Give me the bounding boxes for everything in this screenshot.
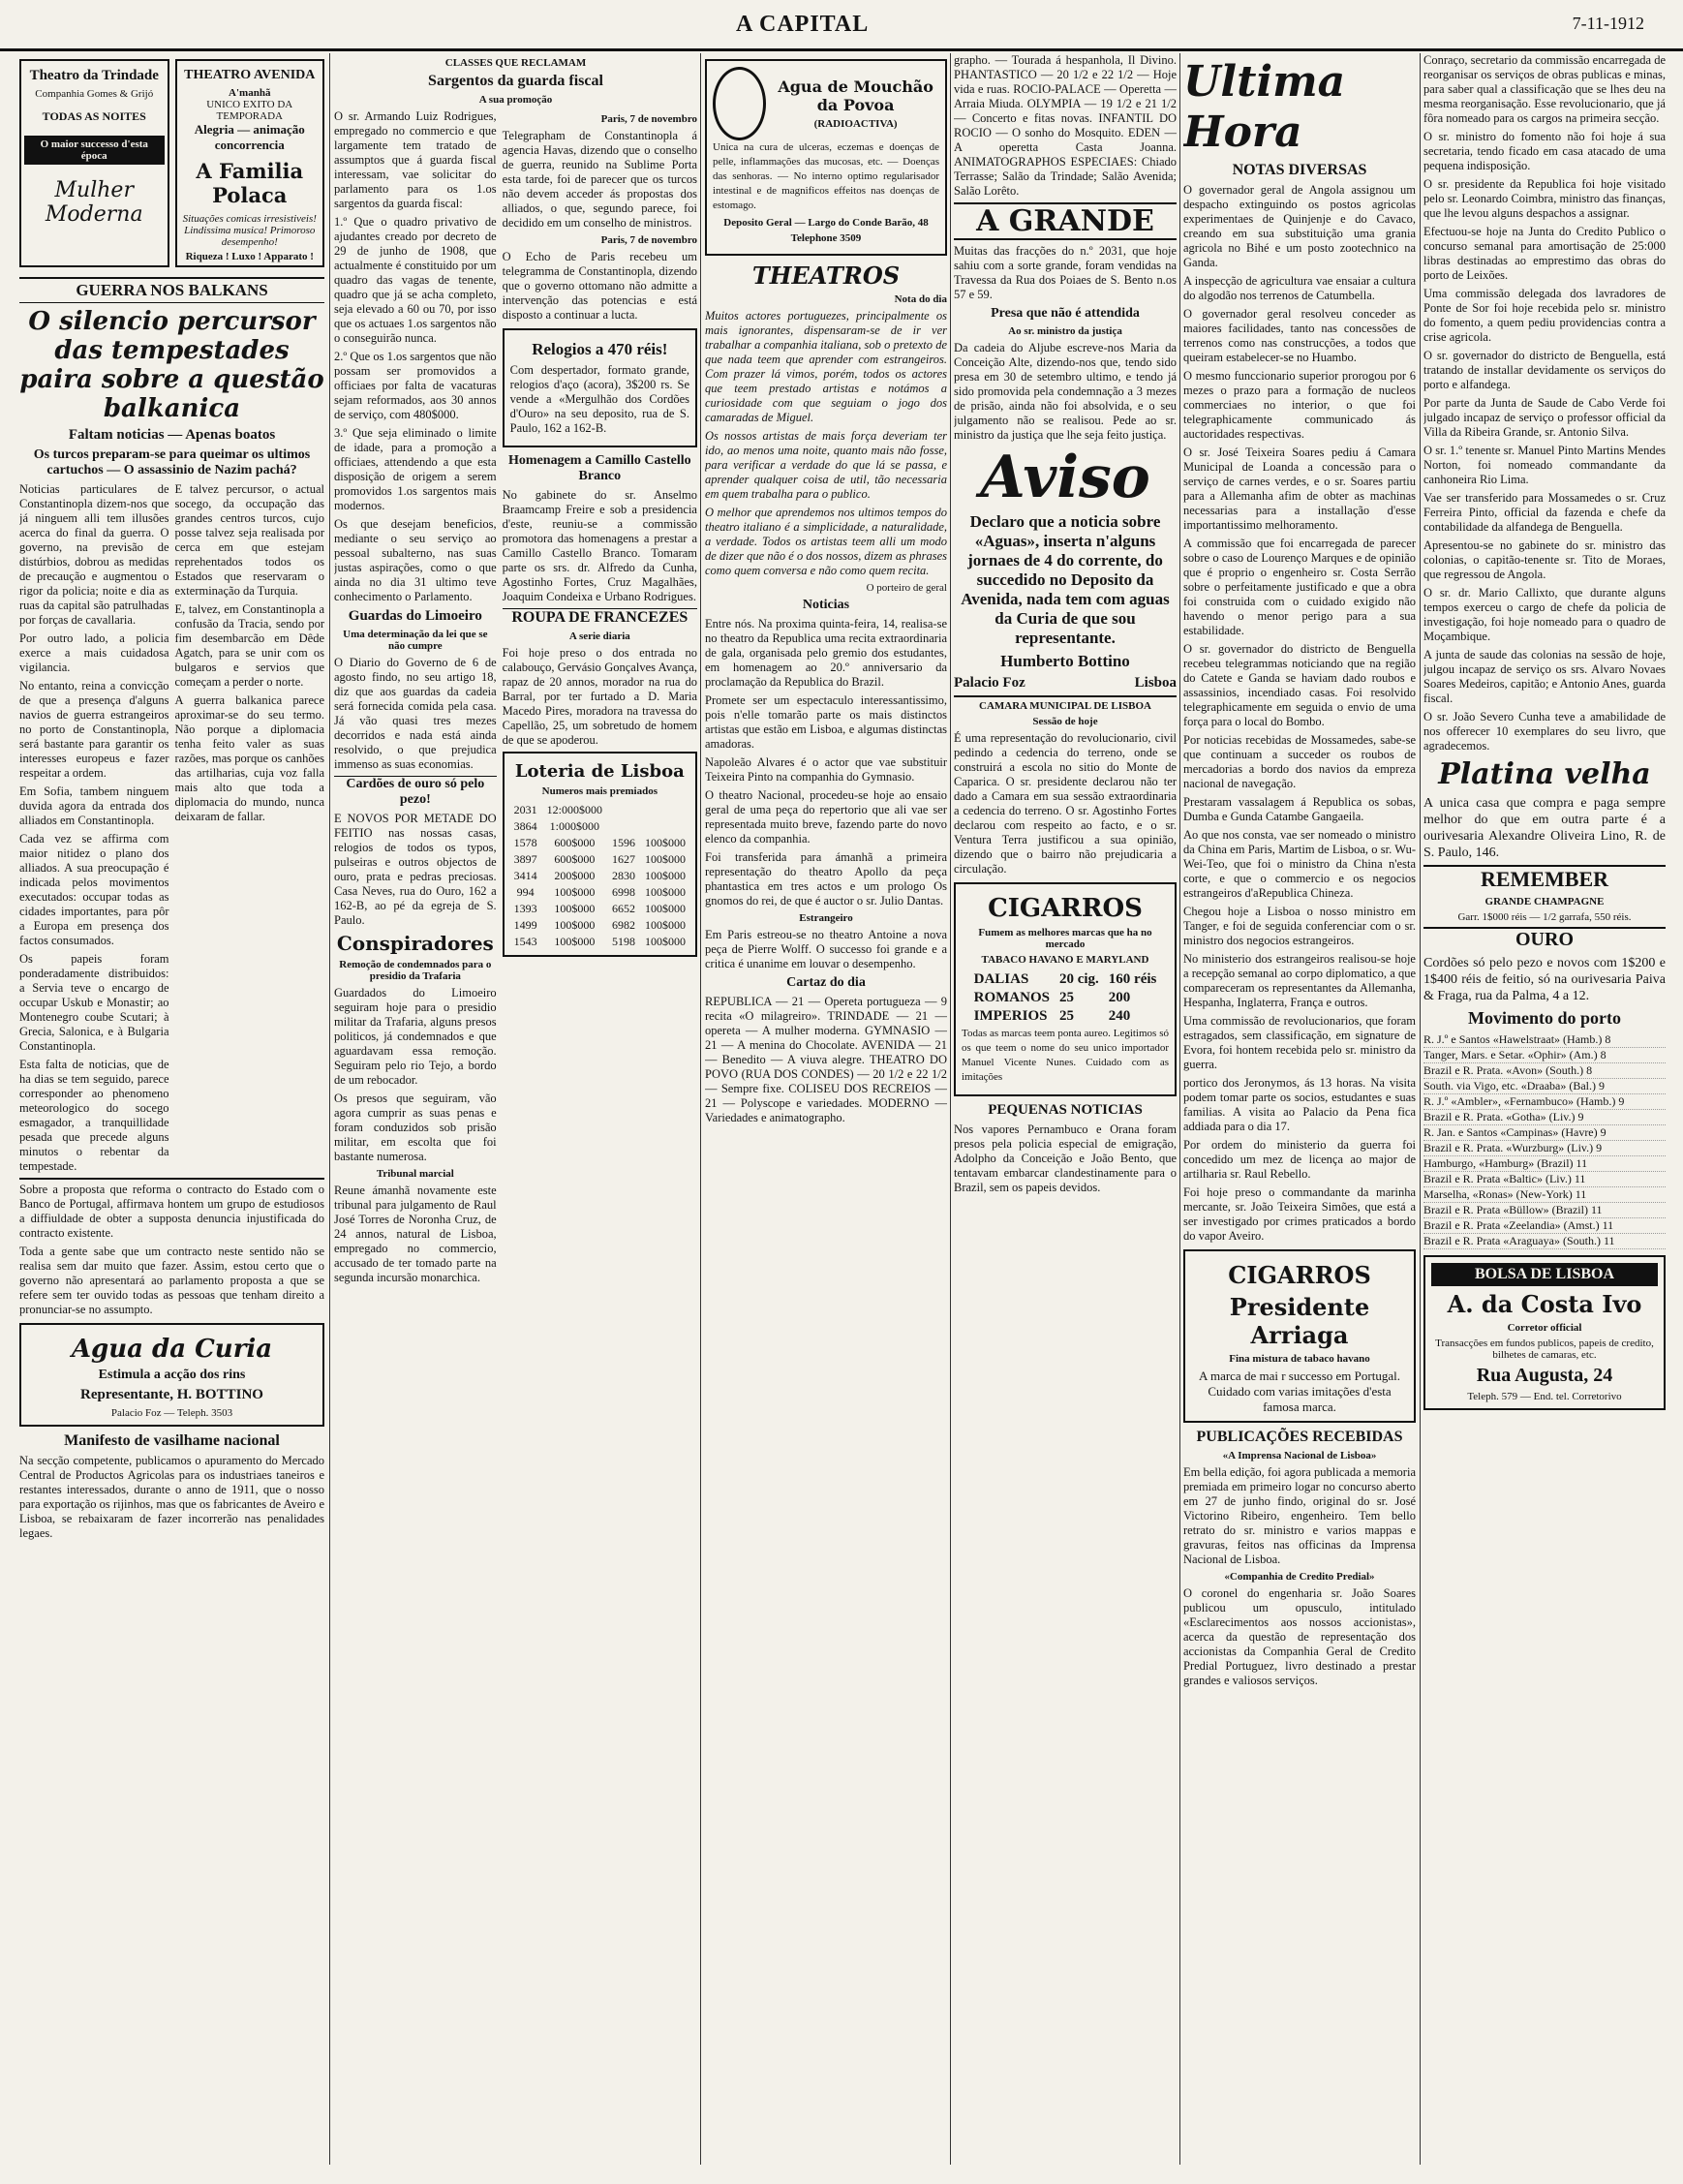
relogios-title: Relogios a 470 réis! [532,340,668,358]
grande-paragraph: Muitas das fracções do n.º 2031, que hoje sahiu com a sorte grande, foram vendidas na Travessa da Rua dos Poiaes de S. Bento n.os 57 e 59. [954,244,1177,301]
loteria-cell: 6652 [612,902,635,915]
avenida-title: THEATRO AVENIDA [184,68,316,82]
cigarros-cell: IMPERIOS [973,1008,1048,1024]
sargentos-paragraph: 2.º Que os 1.os sargentos que não possam ser promovidos a officiaes por falta de vacaturas sejam reformados, aos 30 annos de serviço, com 480$000. [334,350,497,421]
aviso-text: Declaro que a noticia sobre «Aguas», inserta n'alguns jornaes de 4 do corrente, do succedido no Deposito da Avenida, nada tem com aguas da Curia de que sou representante. [961,512,1170,647]
paris-paragraph: Telegrapham de Constantinopla á agencia Havas, dizendo que o conselho de guerra, reunido na Sublime Porta esta tarde, foi de parecer que os turcos não devem acceder ás propostas dos alliados, o que, segundo parece, foi decidido em um conselho de ministros. [502,129,697,230]
cigarros-cell: 160 réis [1108,971,1157,987]
pequenas-head: PEQUENAS NOTICIAS [988,1102,1143,1118]
presa-paragraph: Da cadeia do Aljube escreve-nos Maria da Conceição Alte, dizendo-nos que, tendo sido presa em 30 de setembro ultimo, e tendo já sido promovida pela condemnação a 3 mezes de prisão, ainda não foi absolvida, e o seu julgamento não se realisou. Pede ao sr. ministro da justiça que lhe seja feito justiça. [954,341,1177,442]
arriaga-sub: Fina mistura de tabaco havano [1229,1353,1370,1365]
cigarros-row [970,990,1161,1006]
loteria-cell: 200$000 [554,869,596,882]
cigarros-cell: 200 [1108,990,1131,1005]
cigarros-foot: Todas as marcas teem ponta aureo. Legitimos só os que teem o nome do seu unico importador Manuel Vicente Nunes. Cuidado com as imitações [962,1028,1169,1083]
conspiradores-paragraph: Os presos que seguiram, vão agora cumprir as suas penas e foram conduzidos sob prisão militar, em escolta que foi bastante numerosa. [334,1092,497,1163]
mouchao-desc: Unica na cura de ulceras, eczemas e doenças de pelle, inflammações das mucosas, etc. — Doenças das senhoras. — No interno optimo regularisador intestinal e de magnificos effeitos nas doenças de estomago. [713,141,939,211]
column-3 [705,53,947,2165]
loteria-cell: 2031 [513,803,537,816]
column-1 [19,53,324,2165]
avenida-play: A Familia Polaca [196,159,304,207]
bank-paragraph: Sobre a proposta que reforma o contracto do Estado com o Banco de Portugal, affirmava hontem um grupo de estudiosos a diffiuldade de obter a supposta denuncia injustificada do contracto existente. [19,1178,324,1241]
trindade-success: O maior successo d'esta época [24,136,165,165]
grande-title: A GRANDE [954,202,1177,240]
bolsa-phone: Teleph. 579 — End. tel. Corretorivo [1467,1391,1622,1402]
limoeiro-sub: Uma determinação da lei que se não cumpre [343,629,488,652]
loteria-cell: 1499 [513,918,537,932]
loteria-row [510,852,689,867]
loteria-cell: 1393 [513,902,537,915]
col6-paragraph: O sr. dr. Mario Callixto, que durante alguns tempos exerceu o cargo de chefe da policia de investigação, foi hoje nomeado para o quadro de Moçambique. [1423,586,1666,643]
nota-head: Nota do dia [894,293,947,305]
camara-paragraph: É uma representação do revolucionario, civil pedindo a cedencia do terreno, onde se construirá a escola no sitio do Monte de Caparica. O sr. presidente declarou não ter dado a Camara em sua sessão extraordinaria a cedencia do terreno. O sr. Agostinho Fortes declarou com respeito ao facto, e o sr. Ventura Terra justificou a sua opinião, dizendo que o bairro não prejudicaria a circulação. [954,731,1177,876]
masthead [0,0,1683,51]
roupa-title: ROUPA DE FRANCEZES [503,608,697,627]
aviso-footer [954,675,1177,692]
issue-date: 7-11-1912 [1572,14,1644,33]
war-section-head: GUERRA NOS BALKANS [19,277,324,303]
porto-list-item: Marselha, «Ronas» (New-York) 11 [1423,1187,1666,1203]
credito-head: «Companhia de Credito Predial» [1224,1571,1375,1583]
notas-paragraph: O governador geral de Angola assignou um despacho extinguindo os postos agricolas experimentaes de Quinjenje e do Cavaco, creando em sua substituição uma grania agricola no Bihé e um posto zootechnico na Ganda. [1183,183,1416,269]
ouro-title: OURO [1423,927,1666,951]
avenida-ad [175,59,325,267]
publicacoes-sub: «A Imprensa Nacional de Lisboa» [1222,1450,1377,1461]
war-question: Os turcos preparam-se para queimar os ultimos cartuchos — O assassinio de Nazim pachá? [33,447,311,477]
war-paragraph: E, talvez, em Constantinopla a confusão da Tracia, sendo por fim desembarcão em Dêde Agatch, para se unir com os bulgaros e servios que começam a perder o norte. [174,602,324,689]
col6-paragraph: Conraço, secretario da commissão encarregada de reorganisar os serviços de obras publicas e minas, para saber qual a classificação que se lhes deu na mesma reorganisação. Esse revolucionario, que já fôra nomeado para os cargos na primeira secção. [1423,53,1666,125]
cigarros-brand: TABACO HAVANO E MARYLAND [981,954,1149,966]
war-paragraph: E talvez percursor, o actual socego, da occupação das grandes centros turcos, cujo posse talvez seja realisada por cerca em que estejam reprehentados todos os Estados que reservaram o exterminação da Turquia. [174,482,324,598]
war-paragraph: Os papeis foram ponderadamente distribuidos: a Servia teve o encargo de occupar Uskub e Monastir; ao Montenegro coube Scutari; à Grecia, Salonica, e à Bulgaria Constantinopla. [19,952,169,1053]
war-paragraph: A guerra balkanica parece aproximar-se do seu termo. Não porque a diplomacia tenha feito valer as suas razões, mas porque os canhões das artilharias, cuja voz falla mais alto que toda a diplomacia do mundo, nunca deixaram de fallar. [174,693,324,823]
sargentos-paragraph: O sr. Armando Luiz Rodrigues, empregado no commercio e que largamente tem tratado de assumptos que á guarda fiscal interessam, vae solicitar do parlamento para os 1.os sargentos da guarda fiscal: [334,109,497,210]
loteria-cell: 5198 [612,935,635,948]
notas-paragraph: Por noticias recebidas de Mossamedes, sabe-se que continuam a succeder os roubos de mercadorias a bordo dos navios da empreza nacional de navegação. [1183,733,1416,790]
loteria-cell: 100$000 [645,918,686,932]
avenida-tag: Alegria — animação concorrencia [194,122,305,152]
loteria-cell [641,819,689,834]
cartaz-head: Cartaz do dia [786,975,866,990]
estrangeiro-head: Estrangeiro [799,912,853,924]
loteria-cell [641,803,689,817]
war-paragraph: Esta falta de noticias, que de ha dias se tem seguido, parece corresponder ao phenomeno meteorologico do socego esmagador, a tranquillidade pesada que precede alguns minutos o rebentar da tempestade. [19,1058,169,1173]
loteria-cell: 12:000$000 [546,803,602,816]
curia-ad [19,1323,324,1427]
cigarros-row [970,971,1161,988]
loteria-cell: 3414 [513,869,537,882]
programa-paragraph: grapho. — Tourada á hespanhola, Il Divino. PHANTASTICO — 20 1/2 e 22 1/2 — Hoje vida e ruas. ROCIO-PALACE — Operetta — Arraia Miuda. OLYMPIA — 19 1/2 e 21 1/2 — Concerto e fitas novas. INFANTIL DO ROCIO — O sonho do Mosquito. EDEN — A operetta Casta Joanna. ANIMATOGRAPHOS ESPECIAES: Chiado Terrasse; Salão da Trindade; Salão Avenida; Salão Lorêto. [954,53,1177,198]
sargentos-sub: A sua promoção [478,94,553,106]
tribunal-paragraph: Reune ámanhã novamente este tribunal para julgamento de Raul José Torres de Noronha Cruz, de 24 annos, natural de Lisboa, empregado no commercio, accusado de ter tomado parte na segunda incursão monarchica. [334,1184,497,1284]
platina-title: Platina velha [1438,757,1651,791]
noticias-paragraph: Napoleão Alvares é o actor que vae substituir Teixeira Pinto na companhia do Gymnasio. [705,755,947,784]
mouchao-sub: (RADIOACTIVA) [813,118,898,130]
loteria-cell: 1:000$000 [549,819,599,833]
platina-text: A unica casa que compra e paga sempre melhor do que em outra parte é a ourivesaria Alexandre Oliveira Lino, R. de S. Paulo, 146. [1423,796,1666,860]
column-rule [1420,53,1421,2165]
loteria-cell: 100$000 [645,902,686,915]
aviso-place: Palacio Foz [954,675,1025,691]
war-paragraph: Por outro lado, a policia exerce a mais cuidadosa vigilancia. [19,631,169,674]
column-rule [700,53,701,2165]
cigarros-cell: 25 [1058,1008,1074,1024]
loteria-row [510,902,689,916]
porto-head: Movimento do porto [1468,1008,1621,1028]
war-paragraph: Noticias particulares de Constantinopla dizem-nos que já ninguem alli tem illusões acerca do final da guerra. O governo, na previsão de distúrbios, dobrou as medidas de precaução e augmentou o rigor da policia; noite e dia as ruas da capital são patrulhadas por forças de cavallaria. [19,482,169,627]
col6-paragraph: O sr. ministro do fomento não foi hoje á sua secretaria, tendo ficado em casa atacado de uma pequena indisposição. [1423,130,1666,172]
pequenas-paragraph: Nos vapores Pernambuco e Orana foram presos pela policia especial de emigração, Adolpho da Conceição e João Bento, que tentavam embarcar clandestinamente para o Brazil, sem os papeis devidos. [954,1123,1177,1194]
arriaga-brand: Presidente Arriaga [1229,1293,1370,1349]
estrangeiro-paragraph: Em Paris estreou-se no theatro Antoine a nova peça de Pierre Wolff. O successo foi grande e a critica é unanime em louvar o desempenho. [705,928,947,970]
col2-split [334,109,697,1289]
notas-paragraph: A commissão que foi encarregada de parecer sobre o caso de Lourenço Marques e de opinião que é proprio o engenheiro sr. Costa Serrão sobre o perfeitamente justificado e que a obra foi construida com o cuidado exigido não havendo o menor perigo para a sua estabilidade. [1183,537,1416,637]
remember-price: Garr. 1$000 réis — 1/2 garrafa, 550 réis. [1457,911,1632,923]
ouro-text: Cordões só pelo pezo e novos com 1$200 e 1$400 réis de feitio, só na ourivesaria Paiva & Fraga, rua da Palma, 4 a 12. [1423,956,1666,1003]
loteria-cell: 600$000 [554,836,596,849]
presa-head: Presa que não é attendida [991,306,1140,321]
col6-paragraph: O sr. presidente da Republica foi hoje visitado pelo sr. Leonardo Coimbra, ministro das finanças, que lhe levou alguns despachos a assignar. [1423,177,1666,220]
notas-paragraph: Por ordem do ministerio da guerra foi concedido um mez de licença ao major de artilharia sr. Raul Rebello. [1183,1138,1416,1181]
porto-list-item: Brazil e R. Prata «Araguaya» (South.) 11 [1423,1234,1666,1249]
remember-title: REMEMBER [1423,865,1666,892]
loteria-row [510,836,689,850]
bolsa-role: Corretor official [1507,1322,1582,1334]
war-subcol-right [175,482,325,1178]
cigarros-row [970,1008,1161,1025]
trindade-when: TODAS AS NOITES [42,109,146,123]
porto-list-item: Brazil e R. Prata. «Gotha» (Liv.) 9 [1423,1110,1666,1125]
col6-paragraph: O sr. 1.º tenente sr. Manuel Pinto Martins Mendes Norton, foi nomeado commandante da canhoneira Rio Lima. [1423,444,1666,486]
trindade-play: Mulher Moderna [45,178,143,227]
cigarros-table [968,969,1163,1027]
loteria-cell: 100$000 [554,935,596,948]
camara-head: CAMARA MUNICIPAL DE LISBOA [954,695,1177,712]
sargentos-title: Sargentos da guarda fiscal [428,73,603,89]
paris-dateline: Paris, 7 de novembro [600,234,697,246]
column-2 [334,53,697,2165]
notas-paragraph: No ministerio dos estrangeiros realisou-se hoje a recepção semanal ao corpo diplomatico, a que compareceram os representantes da Allemanha, Hespanha, Inglaterra, França e outros. [1183,952,1416,1009]
loteria-cell [608,819,639,834]
tribunal-head: Tribunal marcial [376,1168,454,1180]
nota-signature: O porteiro de geral [866,582,947,594]
cardoes-paragraph: E NOVOS POR METADE DO FEITIO nas nossas casas, relogios de todos os typos, pulseiras e outros objectos de ouro, prata e pedras preciosas. Casa Neves, rua do Ouro, 162 a 162-B, ao pé da egreja de S. Paulo. [334,812,497,927]
aviso-city: Lisboa [1134,675,1177,691]
notas-paragraph: Uma commissão de revolucionarios, que foram estragados, sem classificação, em signature de Evora, foi hontem recebida pelo sr. ministro da guerra. [1183,1014,1416,1071]
arriaga-text: A marca de mai r successo em Portugal. Cuidado com varias imitações d'esta famosa marca. [1199,1369,1400,1414]
loteria-cell: 100$000 [645,869,686,882]
war-subcol-left [19,482,169,1178]
column-5 [1183,53,1416,2165]
notas-head: NOTAS DIVERSAS [1232,162,1367,178]
notas-paragraph: O governador geral resolveu conceder as maiores facilidades, tanto nas concessões de terrenos como nas construcções, a todos que queiram estabelecer-se no Huambo. [1183,307,1416,364]
homenagem-paragraph: No gabinete do sr. Anselmo Braamcamp Freire e sob a presidencia d'este, reuniu-se a commissão promotora das homenagens a prestar a Camillo Castello Branco. Tomaram parte os srs. dr. Alfredo da Cunha, Agostinho Fortes, Cruz Magalhães, Joaquim Condeixa e Urbano Rodrigues. [502,488,697,603]
col6-paragraph: Apresentou-se no gabinete do sr. ministro das colonias, o capitão-tenente sr. Tito de Moraes, que regressou de Angola. [1423,538,1666,581]
mouchao-ad [705,59,947,256]
col2-subcol-left [334,109,497,1289]
mouchao-title: Agua de Mouchão da Povoa [778,77,933,114]
loteria-cell: 100$000 [554,885,596,899]
mouchao-titles [772,74,939,134]
curia-title: Agua da Curia [71,1335,273,1364]
conspiradores-paragraph: Guardados do Limoeiro seguiram hoje para o presidio militar da Trafaria, alguns presos politicos, já condemnados e que aguardavam essa remoção. Seguiram pelo rio Tejo, a bordo de um rebocador. [334,986,497,1087]
column-rule [1179,53,1180,2165]
bolsa-name: A. da Costa Ivo [1447,1290,1642,1318]
relogios-ad [503,328,697,447]
war-subhead: Faltam noticias — Apenas boatos [68,427,276,443]
loteria-cell: 3897 [513,852,537,866]
war-columns [19,482,324,1178]
porto-list [1423,1032,1666,1249]
presa-sub: Ao sr. ministro da justiça [1008,325,1122,337]
mouchao-deposit: Deposito Geral — Largo do Conde Barão, 48 [723,217,929,229]
noticias-paragraph: Foi transferida para ámanhã a primeira representação do theatro Apollo da peça phantastica em tres actos e um prologo Os gnomos do rei, de que é auctor o sr. Julio Dantas. [705,850,947,907]
porto-list-item: Brazil e R. Prata. «Avon» (South.) 8 [1423,1063,1666,1079]
col2-subcol-right [503,109,697,1289]
porto-list-item: Hamburgo, «Hamburg» (Brazil) 11 [1423,1156,1666,1172]
noticias-paragraph: O theatro Nacional, procedeu-se hoje ao ensaio geral de uma peça do repertorio que ali vae ser representada muito breve, fazendo parte do novo elenco da companhia. [705,788,947,846]
loteria-cell: 1578 [513,836,537,849]
loteria-cell: 600$000 [554,852,596,866]
theatros-title: THEATROS [751,261,901,290]
arriaga-cigarros: CIGARROS [1228,1261,1371,1289]
col6-paragraph: O sr. João Severo Cunha teve a amabilidade de nos offerecer 10 exemplares do seu livro, que agradecemos. [1423,710,1666,753]
cigarros-cell: 25 [1058,990,1074,1005]
avenida-desc: Situações comicas irresistiveis! Lindissima musica! Primoroso desempenho! [182,213,317,248]
war-paragraph: Em Sofia, tambem ninguem duvida agora da entrada dos alliados em Constantinopla. [19,784,169,827]
notas-paragraph: Ao que nos consta, vae ser nomeado o ministro da China em Paris, Martim de Lisboa, o sr. Wu-Wei-Teo, que foi o ministro da China n'esta corte, e que o commercio e os negocios estrangeiros d'aRepublica Chineza. [1183,828,1416,900]
col6-paragraph: O sr. governador do districto de Benguella, está tratando de installar devidamente os serviços do porto e alfandega. [1423,349,1666,391]
roupa-paragraph: Foi hoje preso o dos entrada no calabouço, Gervásio Gonçalves Avança, rapaz de 20 annos, morador na rua do Barral, por ter furtado a D. Maria Macedo Pires, moradora na travessa do Capellão, 25, um sobretudo de homem de que se apoderou. [502,646,697,747]
bolsa-ad [1423,1255,1666,1410]
conspiradores-sub: Remoção de condemnados para o presidio da Trafaria [339,959,492,982]
notas-paragraph: portico dos Jeronymos, ás 13 horas. Na visita podem tomar parte os socios, estudantes e suas familias. A visita ao Palacio da Pena fica addiada para o dia 17. [1183,1076,1416,1133]
sargentos-paragraph: 1.º Que o quadro privativo de ajudantes creado por decreto de 29 de junho de 1908, que actualmente é constituido por um quadro das vagas de tenente, quadro que já se acha completo, seja elevado a 60 ou 70, por isso que os actuaes 1.os sargentos não o conseguirão nunca. [334,215,497,345]
loteria-cell: 994 [516,885,535,899]
notas-paragraph: O mesmo funccionario superior prorogou por 6 mezes o prazo para a formação de nucleos commerciaes no interior, o que foi telegraphicamente communicado ás auctoridades respectivas. [1183,369,1416,441]
curia-rep: Representante, H. BOTTINO [80,1387,263,1402]
column-4 [954,53,1177,2165]
noticias-paragraph: Entre nós. Na proxima quinta-feira, 14, realisa-se no theatro da Republica uma recita extraordinaria de gala, organisada pelo gremio dos estudantes, em homenagem ao 20.º anniversario da proclamação da Republica do Brazil. [705,617,947,689]
publicacoes-head: PUBLICAÇÕES RECEBIDAS [1196,1429,1403,1445]
nota-paragraph: O melhor que aprendemos nos ultimos tempos do theatro italiano é a simplicidade, a naturalidade, a verdade. Todos os artistas teem alli um modo de dizer que não é o dos nossos, dizem as phrases como quem conversa e não como quem recita. [705,506,947,577]
loteria-sub: Numeros mais premiados [541,785,658,797]
trindade-title: Theatro da Trindade [29,68,159,83]
loteria-cell: 100$000 [645,935,686,948]
loteria-cell [608,803,639,817]
col6-paragraph: A junta de saude das colonias na sessão de hoje, julgou incapaz de serviço os srs. Alvaro Novaes Soares Medeiros, capitão; e Antonio Anes, guarda fiscal. [1423,648,1666,705]
loteria-row [510,885,689,900]
porto-list-item: R. Jan. e Santos «Campinas» (Havre) 9 [1423,1125,1666,1141]
notas-paragraph: Prestaram vassalagem á Republica os sobas, Dumba e Gunda Catambe Gangaeila. [1183,795,1416,823]
avenida-rich: Riqueza ! Luxo ! Apparato ! [185,251,314,262]
notas-paragraph: Chegou hoje a Lisboa o nosso ministro em Tanger, e foi de seguida conferenciar com o sr. ministro dos negocios estrangeiros. [1183,905,1416,947]
col6-paragraph: Por parte da Junta de Saude de Cabo Verde foi julgado incapaz de serviço o professor official da Villa da Ribeira Grande, sr. Antonio Silva. [1423,396,1666,439]
loteria-cell: 1627 [612,852,635,866]
roupa-sub: A serie diaria [568,631,630,642]
cigarros-cell: 240 [1108,1008,1131,1024]
loteria-cell: 100$000 [645,836,686,849]
aviso-name: Humberto Bottino [1000,652,1130,670]
column-rule [329,53,330,2165]
porto-list-item: R. J.º e Santos «Hawelstraat» (Hamb.) 8 [1423,1032,1666,1048]
conspiradores-title: Conspiradores [336,932,494,955]
homenagem-title: Homenagem a Camillo Castello Branco [508,453,691,483]
porto-list-item: Brazil e R. Prata «Büllow» (Brazil) 11 [1423,1203,1666,1218]
publicacoes-paragraph: Em bella edição, foi agora publicada a memoria premiada em primeiro logar no concurso aberto em 27 de junho findo, original do sr. José Victorino Ribeiro, engenheiro. Tem bello retrato do sr. ministro e varios mappas e gravuras, feitos nas officinas da Imprensa Nacional de Lisboa. [1183,1465,1416,1566]
sargentos-paragraph: Os que desejam beneficios, mediante o seu serviço ao pessoal subalterno, nas suas justas aspirações, como o que ainda no dia 31 ultimo teve conhecimento o Parlamento. [334,517,497,603]
cigarros-ad [954,882,1177,1096]
manifesto-text: Na secção competente, publicamos o apuramento do Mercado Central de Productos Agricolas para os industriaes taneiros e restantes interessados, durante o anno de 1911, que o nosso para exportação os rijinhos, mas que os fabricantes de Aveiro e Lisboa, se rebaixaram de fazer incorrerão nas penalidades legaes. [19,1454,324,1540]
avenida-unique: UNICO EXITO DA TEMPORADA [206,99,293,122]
camara-sub: Sessão de hoje [1032,716,1098,727]
loteria-box [503,752,697,957]
mouchao-header [713,67,939,140]
bolsa-addr: Rua Augusta, 24 [1476,1365,1613,1386]
loteria-row [510,869,689,883]
loteria-title: Loteria de Lisboa [514,761,685,782]
classes-head: CLASSES QUE RECLAMAM [444,57,587,69]
manifesto-title: Manifesto de vasilhame nacional [64,1432,280,1449]
loteria-table [508,801,691,951]
notas-paragraph: O sr. José Teixeira Soares pediu á Camara Municipal de Loanda a concessão para o serviço de carnes verdes, e o sr. Soares partiu para a Allemanha afim de obter as machinas necessarias para a installação d'esse importantissimo melhoramento. [1183,446,1416,532]
loteria-cell: 2830 [612,869,635,882]
loteria-row [510,918,689,933]
remember-sub: GRANDE CHAMPAGNE [1484,896,1605,907]
curia-sub: Estimula a acção dos rins [98,1368,246,1382]
newspaper-title: A CAPITAL [736,12,870,37]
porto-list-item: Brazil e R. Prata «Baltic» (Liv.) 11 [1423,1172,1666,1187]
bank-paragraph: Toda a gente sabe que um contracto neste sentido não se realisa sem dar muito que fazer. Assim, estou certo que o governo não apresentará ao parlamento proposta a que se refere sem ter ouvido todas as pessoas que tenham direito a pronunciar-se no assumpto. [19,1245,324,1316]
cigarros-cell: ROMANOS [973,990,1050,1005]
cardoes-title: Cardões de ouro só pelo pezo! [334,776,497,808]
loteria-cell: 100$000 [554,902,596,915]
loteria-cell: 100$000 [645,885,686,899]
nota-paragraph: Os nossos artistas de mais força deveriam ter ido, ao menos uma noite, quanto mais não fosse, para verificar a verdade do que lá se passa, e aprender qualquer coisa de util, tão necessaria em quem trabalha para o publico. [705,429,947,501]
limoeiro-title: Guardas do Limoeiro [348,608,482,624]
loteria-cell: 100$000 [554,918,596,932]
war-headline: O silencio percursor das tempestades paira sobre a questão balkanica [19,307,324,423]
loteria-row [510,935,689,949]
mouchao-seal-icon [713,67,766,140]
nota-paragraph: Muitos actores portuguezes, principalmente os mais ignorantes, dispensaram-se de ir ver trabalhar a companhia italiana, sob o pretexto de que nada teem que aprender com estrangeiros. Com prazer lá vimos, porém, todos os actores que teem prestado artistas e notámos a curiosidade com que seguiam o jogo dos camaradas de Miguel. [705,309,947,424]
porto-list-item: South. via Vigo, etc. «Draaba» (Bal.) 9 [1423,1079,1666,1094]
avenida-tomorrow: A'manhã [229,87,271,99]
col6-paragraph: Uma commissão delegada dos lavradores de Ponte de Sor foi hoje recebida pelo sr. ministro do fomento, a quem pediu providencias contra a crise agricola. [1423,287,1666,344]
col6-paragraph: Vae ser transferido para Mossamedes o sr. Cruz Ferreira Pinto, official da fazenda e chefe da contabilidade da alfandega de Benguella. [1423,491,1666,534]
paris-paragraph: O Echo de Paris recebeu um telegramma de Constantinopla, dizendo que o governo ottomano não admitte a intervenção das potencias e está disposto a continuar a lucta. [502,250,697,322]
porto-list-item: Brazil e R. Prata. «Wurzburg» (Liv.) 9 [1423,1141,1666,1156]
notas-paragraph: Foi hoje preso o commandante da marinha mercante, sr. João Teixeira Simões, que está a ser investigado por crimes praticados a bordo do vapor Aveiro. [1183,1185,1416,1243]
cigarros-sub: Fumem as melhores marcas que ha no mercado [978,927,1152,950]
ultima-hora-title: Ultima Hora [1183,57,1346,157]
loteria-row [510,819,689,834]
cigarros-cell: DALIAS [973,971,1029,987]
column-rule [950,53,951,2165]
porto-list-item: R. J.º «Ambler», «Fernambuco» (Hamb.) 9 [1423,1094,1666,1110]
col6-paragraph: Efectuou-se hoje na Junta do Credito Publico o concurso semanal para amortisação de 25:000 libras destinadas ao emprestimo das obras do porto de Leixões. [1423,225,1666,282]
notas-paragraph: A inspecção de agricultura vae ensaiar a cultura do algodão nos terrenos de Catumbella. [1183,274,1416,302]
column-6 [1423,53,1666,2165]
mouchao-phone: Telephone 3509 [790,232,862,244]
trindade-company: Companhia Gomes & Grijó [35,88,154,100]
sargentos-paragraph: 3.º Que seja eliminado o limite de idade, para a promoção a officiaes, attendendo a que esta disposição de origem a serem promovidos 1.os sargentos mais modernos. [334,426,497,512]
loteria-cell: 1543 [513,935,537,948]
war-paragraph: Cada vez se affirma com maior nitidez o plano dos alliados. A sua preocupação é indicada pelos movimentos executados: occupar todas as cidades importantes, para pôr a Europa em presença dos factos consumados. [19,832,169,947]
trindade-ad [19,59,169,267]
curia-addr: Palacio Foz — Teleph. 3503 [110,1407,233,1419]
theatre-ads [19,53,324,273]
bolsa-desc: Transacções em fundos publicos, papeis de credito, bilhetes de camaras, etc. [1435,1338,1654,1361]
cigarros-cell: 20 cig. [1058,971,1099,987]
credito-paragraph: O coronel do engenharia sr. João Soares publicou um opusculo, intitulado «Esclarecimentos aos nossos accionistas», acerca da questão de representação dos accionistas da Companhia Geral de Credito Predial Portuguez, livro destinado a prestar grandes e valiosos serviços. [1183,1586,1416,1687]
noticias-paragraph: Promete ser um espectaculo interessantissimo, pois n'elle tomarão parte os mais distinctos artistas que estão em Lisboa, e algumas distinctas amadoras. [705,693,947,751]
cigarros-title: CIGARROS [988,894,1143,923]
arriaga-ad [1183,1249,1416,1423]
porto-list-item: Tanger, Mars. e Setar. «Ophir» (Am.) 8 [1423,1048,1666,1063]
loteria-cell: 1596 [612,836,635,849]
porto-list-item: Brazil e R. Prata «Zeelandia» (Amst.) 11 [1423,1218,1666,1234]
loteria-cell: 3864 [513,819,537,833]
loteria-cell: 6982 [612,918,635,932]
limoeiro-paragraph: O Diario do Governo de 6 de agosto findo, no seu artigo 18, diz que aos guardas da cadeia será fornecida comida pela casa. Já vão quasi tres mezes decorridos e nada está ainda resolvido, o que prejudica immenso as suas economias. [334,656,497,771]
paris-dateline: Paris, 7 de novembro [600,113,697,125]
relogios-text: Com despertador, formato grande, relogios d'aço (acora), 3$200 rs. Se vende a «Mergulhão dos Cordões d'Ouro» na seu deposito, rua de S. Paulo, 162 a 162-B. [509,363,689,435]
notas-paragraph: O sr. governador do districto de Benguella recebeu telegrammas noticiando que na região do Catete e Ganda se haviam dado roubos e assassinios, incendiado casas. Foi resolvido telegraphicamente em seguida o envio de uma força para o local do Bombo. [1183,642,1416,728]
war-paragraph: No entanto, reina a convicção de que a presença d'alguns navios de guerra estrangeiros no porto de Constantinopla, será bastante para garantir os interesses europeus e fazer respeitar a ordem. [19,679,169,780]
aviso-title: Aviso [980,444,1150,511]
loteria-cell: 6998 [612,885,635,899]
noticias-head: Noticias [802,598,850,612]
loteria-cell: 100$000 [645,852,686,866]
loteria-row [510,803,689,817]
cartaz-paragraph: REPUBLICA — 21 — Opereta portugueza — 9 recita «O milagreiro». TRINDADE — 21 — opereta — A mulher moderna. GYMNASIO — 21 — A menina do Chocolate. AVENIDA — 21 — Benedito — A viuva alegre. THEATRO DO POVO (RUA DOS CONDES) — 20 1/2 e 22 1/2 — Sempre fixe. COLISEU DOS RECREIOS — 21 — Polyscope e variedades. MODERNO — Variedades e animatographo. [705,995,947,1124]
bolsa-title: BOLSA DE LISBOA [1431,1263,1658,1286]
